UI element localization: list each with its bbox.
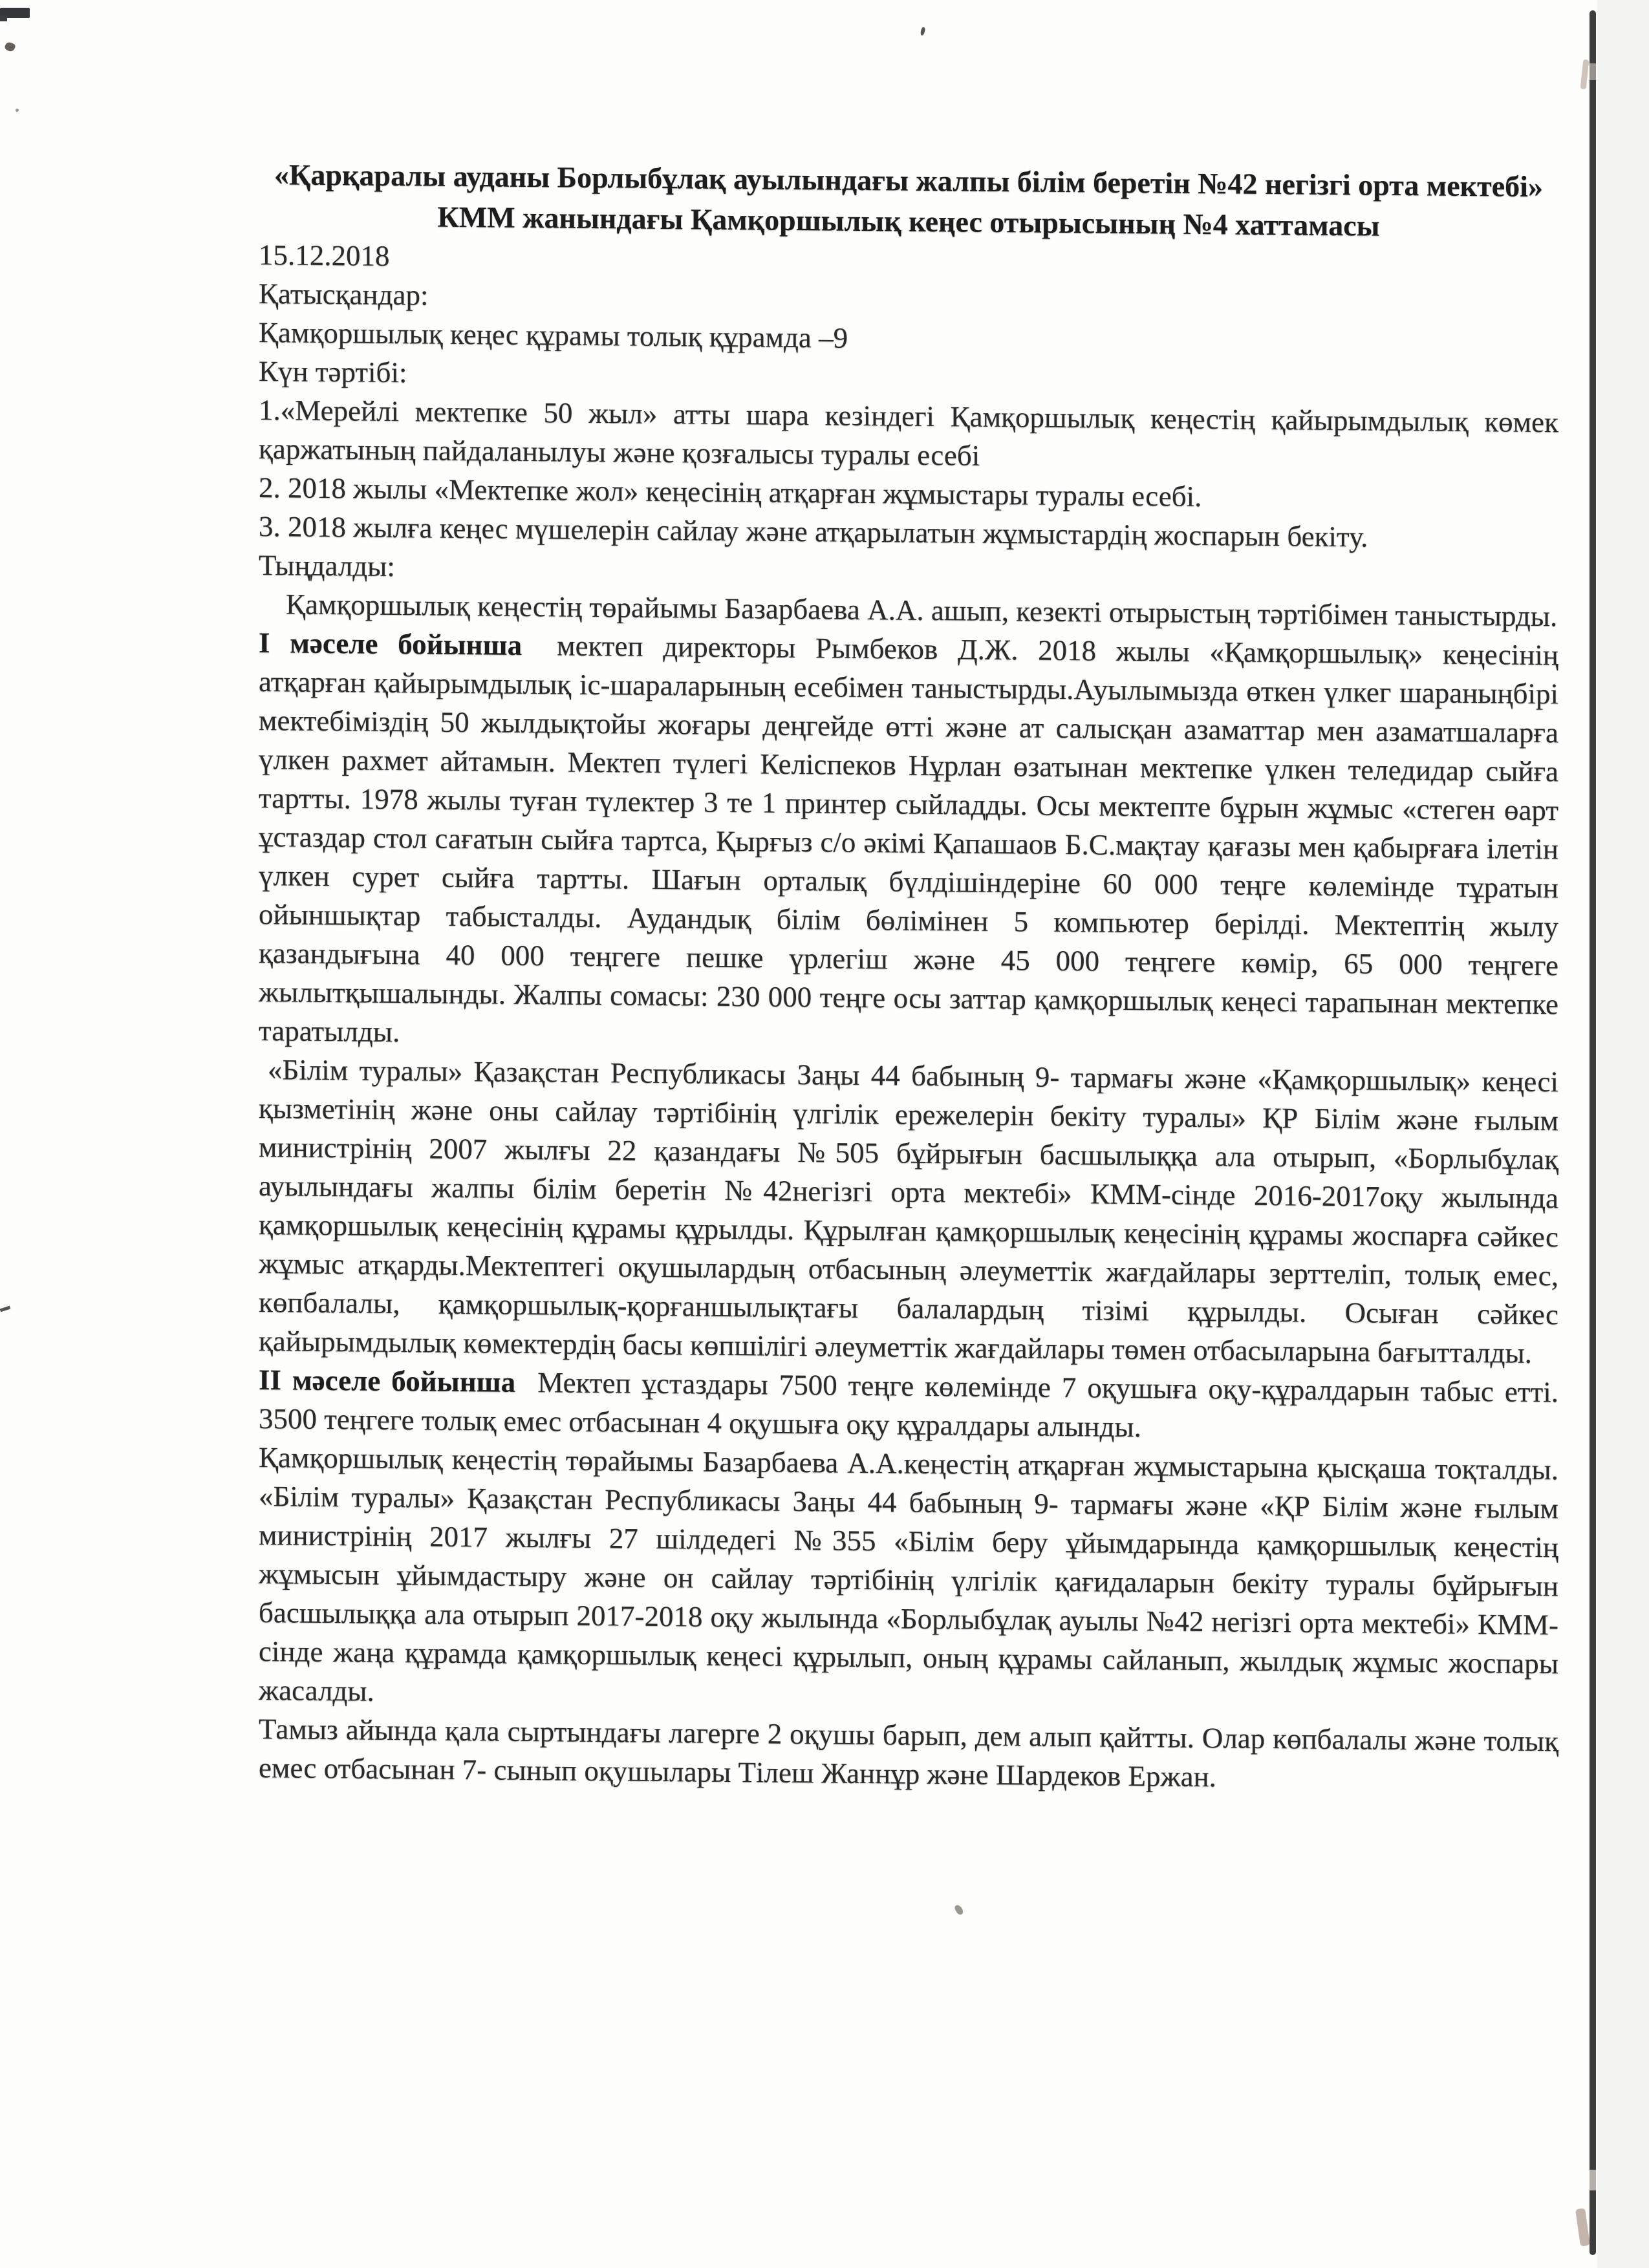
heard-intro: Қамқоршылық кеңестің төрайымы Базарбаева А.А. ашып, кезекті отырыстың тәртібімен таныстырды. xyxy=(286,588,1558,633)
scan-mark-left-margin xyxy=(0,1306,10,1312)
document-content xyxy=(259,154,1558,1799)
participants-value: Қамқоршылық кеңес құрамы толық құрамда –9 xyxy=(259,316,848,354)
scan-speck-top-left xyxy=(4,41,16,53)
scan-smudge-middle xyxy=(954,1904,965,1916)
issue2-paragraph xyxy=(259,1360,1558,1450)
document-date: 15.12.2018 xyxy=(259,239,390,272)
issue1-label: I мәселе бойынша xyxy=(259,626,523,661)
scan-corner-mark-tail xyxy=(0,16,7,21)
agenda-item-2: 2. 2018 жылы «Мектепке жол» кеңесінің атқарған жұмыстары туралы есебі. xyxy=(259,471,1202,513)
issue1-text: мектеп директоры Рымбеков Д.Ж. 2018 жылы «Қамқоршылық» кеңесінің атқарған қайырымдылық іс-шараларының есебімен таныстырды.Ауылымызда өткен үлкег шараныңбірі мектебіміздің 50 жылдықтойы жоғары деңгейде өтті және ат салысқан азаматтар мен азаматшаларға үлкен рахмет айтамын. Мектеп түлегі Келіспеков Нұрлан өзатынан мектепке үлкен теледидар сыйға тартты. 1978 жылы туған түлектер 3 те 1 принтер сыйладды. Осы мектепте бұрын жұмыс «стеген өарт ұстаздар стол сағатын сыйға тартса, Қырғыз с/о әкімі Қапашаов Б.С.мақтау қағазы мен қабырғаға ілетін үлкен сурет сыйға тартты. Шағын орталық бүлдішіндеріне 60 000 теңге көлемінде тұратын ойыншықтар табысталды. Аудандық білім бөлімінен 5 компьютер берілді. Мектептің жылу қазандығына 40 000 теңгеге пешке үрлегіш және 45 000 теңгеге көмір, 65 000 теңгеге жылытқышалынды. Жалпы сомасы: 230 000 теңге осы заттар қамқоршылық кеңесі тарапынан мектепке таратылды. xyxy=(259,629,1558,1049)
scan-right-bar-gap-top xyxy=(1590,63,1596,80)
scan-right-edge-bar xyxy=(1590,10,1596,2255)
agenda-label: Күн тәртібі: xyxy=(259,355,407,389)
scan-speck-dot xyxy=(16,109,19,112)
chair-paragraph: Қамқоршылық кеңестің төрайымы Базарбаева А.А.кеңестің атқарған жұмыстарына қысқаша тоқталды. «Білім туралы» Қазақстан Республикасы Заңы 44 бабының 9- тармағы және «ҚР Білім және ғылым министрінің 2017 жылғы 27 шілдедегі №355 «Білім беру ұйымдарында қамқоршылық кеңестің жұмысын ұйымдастыру және он сайлау тәртібінің үлгілік қағидаларын бекіту туралы бұйрығын басшылыққа ала отырып 2017-2018 оқу жылында «Борлыбұлақ ауылы №42 негізгі орта мектебі» КММ-сінде жаңа құрамда қамқоршылық кеңесі құрылып, оның құрамы сайланып, жылдық жұмыс жоспары жасалды. xyxy=(259,1441,1558,1707)
scan-edge-strip xyxy=(1597,0,1649,2268)
scan-smudge-right-bottom xyxy=(1575,2208,1590,2247)
law-paragraph: «Білім туралы» Қазақстан Республикасы Заңы 44 бабының 9- тармағы және «Қамқоршылық» кеңесі қызметінің және оны сайлау тәртібінің үлгілік ережелерін бекіту туралы» ҚР Білім және ғылым министрінің 2007 жылғы 22 қазандағы №505 бұйрығын басшылыққа ала отырып, «Борлыбұлақ ауылындағы жалпы білім беретін №42негізгі орта мектебі» КММ-сінде 2016-2017оқу жылында қамқоршылық кеңесінің құрамы құрылды. Құрылған қамқоршылық кеңесінің құрамы жоспарға сәйкес жұмыс атқарды.Мектептегі оқушылардың отбасының әлеуметтік жағдайлары зерттеліп, толық емес, көпбалалы, қамқоршылық-қорғаншылықтағы балалардың тізімі құрылды. Осыған сәйкес қайырымдылық көмектердің басы көпшілігі әлеуметтік жағдайлары төмен отбасыларына бағытталды. xyxy=(259,1053,1558,1369)
heard-label: Тыңдалды: xyxy=(259,549,395,583)
participants-label: Қатысқандар: xyxy=(259,277,429,312)
document-title: «Қарқаралы ауданы Борлыбұлақ ауылындағы жалпы білім беретін №42 негізгі орта мектебі» КММ жанындағы Қамқоршылық кеңес отырысының №4 хаттамасы xyxy=(274,158,1543,242)
issue1-paragraph xyxy=(259,623,1558,1062)
scan-right-bar-gap-bottom xyxy=(1590,2170,1596,2190)
issue2-text: Мектеп ұстаздары 7500 теңге көлемінде 7 оқушыға оқу-құралдарын табыс етті. 3500 теңгеге толық емес отбасынан 4 оқушыға оқу құралдары алынды. xyxy=(259,1366,1558,1444)
agenda-item-3: 3. 2018 жылға кеңес мүшелерін сайлау және атқарылатын жұмыстардің жоспарын бекіту. xyxy=(259,510,1368,553)
agenda-item-1: 1.«Мерейлі мектепке 50 жыл» атты шара кезіндегі Қамқоршылық кеңестің қайырымдылық көмек қаржатының пайдаланылуы және қозғалысы туралы есебі xyxy=(259,394,1558,472)
camp-paragraph: Тамыз айында қала сыртындағы лагерге 2 оқушы барып, дем алып қайтты. Олар көпбалалы және толық емес отбасынан 7- сынып оқушылары Тілеш Жаннұр және Шардеков Ержан. xyxy=(259,1713,1558,1793)
issue2-label: II мәселе бойынша xyxy=(259,1364,516,1398)
scan-smudge-right-top xyxy=(1580,59,1590,90)
scan-speck-top-center xyxy=(920,27,926,36)
